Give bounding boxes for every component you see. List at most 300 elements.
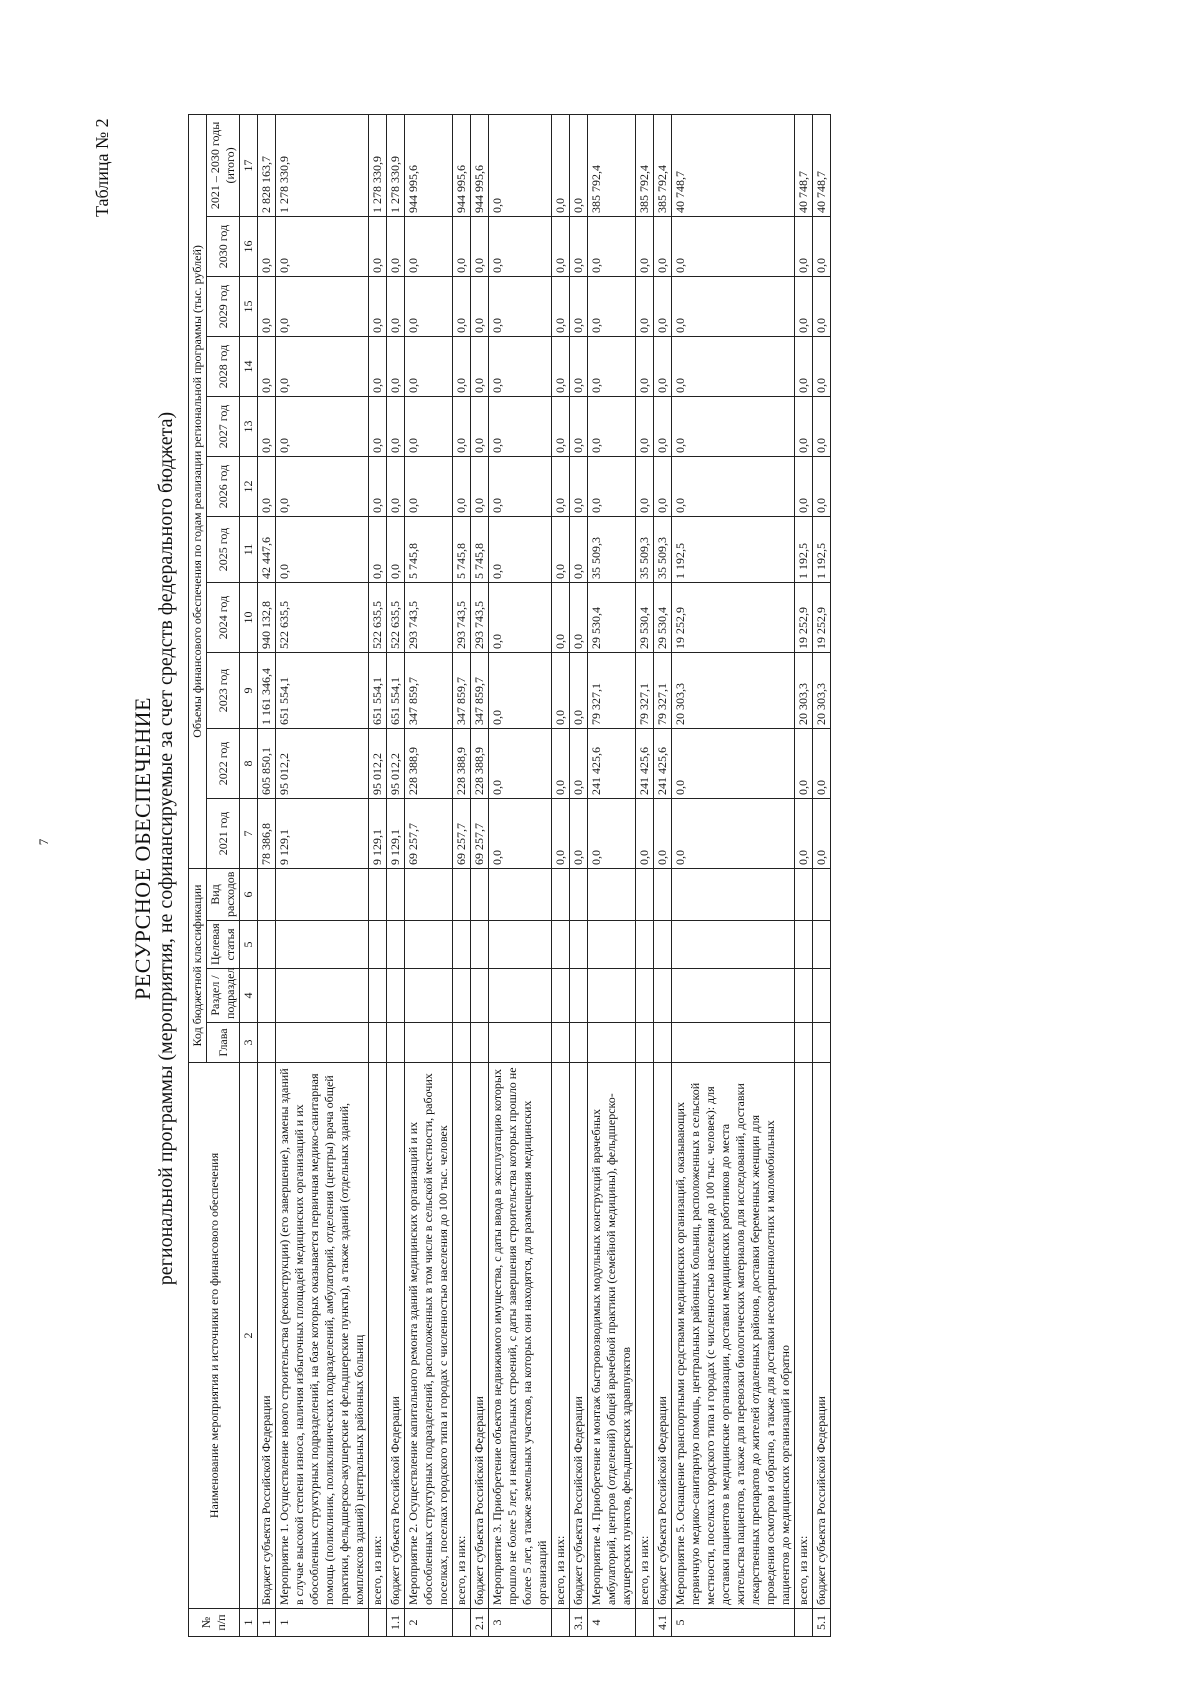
value-cell: 0,0 (471, 457, 489, 517)
value-cell: 0,0 (570, 277, 588, 337)
header-statya: Целевая статья (207, 921, 240, 969)
budget-code-cell (588, 969, 636, 1023)
value-cell: 42 447,6 (258, 517, 276, 583)
table-row (636, 114, 654, 1636)
value-cell: 9 129,1 (369, 799, 387, 869)
row-name: бюджет субъекта Российской Федерации (387, 1063, 405, 1609)
value-cell: 293 743,5 (405, 583, 453, 653)
value-cell: 522 635,5 (387, 583, 405, 653)
budget-code-cell (672, 969, 795, 1023)
budget-code-cell (570, 869, 588, 921)
value-cell: 0,0 (258, 217, 276, 277)
row-number: 1.1 (387, 1609, 405, 1637)
value-cell: 522 635,5 (369, 583, 387, 653)
value-cell: 0,0 (588, 457, 636, 517)
header-year-2025: 2025 год (207, 517, 240, 583)
budget-code-cell (369, 869, 387, 921)
header-year-2030: 2030 год (207, 217, 240, 277)
value-cell: 0,0 (453, 217, 471, 277)
value-cell: 20 303,3 (813, 653, 831, 729)
value-cell: 0,0 (795, 217, 813, 277)
value-cell: 0,0 (654, 217, 672, 277)
value-cell: 69 257,7 (405, 799, 453, 869)
header-razdel: Раздел / подраздел (207, 969, 240, 1023)
header-year-2021: 2021 год (207, 799, 240, 869)
budget-code-cell (405, 921, 453, 969)
budget-code-cell (672, 921, 795, 969)
budget-code-cell (588, 869, 636, 921)
value-cell: 95 012,2 (387, 729, 405, 799)
value-cell: 0,0 (654, 799, 672, 869)
table-row (471, 114, 489, 1636)
row-name: всего, из них: (369, 1063, 387, 1609)
budget-code-cell (813, 969, 831, 1023)
column-number: 12 (240, 457, 258, 517)
value-cell: 0,0 (489, 277, 552, 337)
table-row (489, 114, 552, 1636)
value-cell: 1 192,5 (813, 517, 831, 583)
budget-code-cell (552, 869, 570, 921)
value-cell: 0,0 (405, 277, 453, 337)
value-cell: 19 252,9 (672, 583, 795, 653)
value-cell: 0,0 (636, 217, 654, 277)
value-cell: 0,0 (654, 397, 672, 457)
value-cell: 40 748,7 (795, 114, 813, 216)
value-cell: 0,0 (552, 114, 570, 216)
value-cell: 228 388,9 (471, 729, 489, 799)
budget-code-cell (387, 921, 405, 969)
budget-code-cell (405, 1023, 453, 1063)
table-row (588, 114, 636, 1636)
value-cell: 0,0 (453, 277, 471, 337)
column-number: 1 (240, 1609, 258, 1637)
column-number: 9 (240, 653, 258, 729)
row-name: бюджет субъекта Российской Федерации (570, 1063, 588, 1609)
column-number: 11 (240, 517, 258, 583)
header-year-2028: 2028 год (207, 337, 240, 397)
row-number: 3 (489, 1609, 552, 1637)
column-number: 13 (240, 397, 258, 457)
value-cell: 0,0 (795, 729, 813, 799)
table-row (552, 114, 570, 1636)
value-cell: 95 012,2 (276, 729, 369, 799)
value-cell: 651 554,1 (387, 653, 405, 729)
row-name: бюджет субъекта Российской Федерации (654, 1063, 672, 1609)
value-cell: 95 012,2 (369, 729, 387, 799)
value-cell: 0,0 (489, 217, 552, 277)
row-number (552, 1609, 570, 1637)
table-row (369, 114, 387, 1636)
row-name: Мероприятие 5. Оснащение транспортными средствами медицинских организаций, оказывающих первичную медико-санитарную помощь, центральных районных больниц, расположенных в сельской местности, поселках городского типа и городах (с численностью населения до 100 тыс. человек): для доставки пациентов в медицинские организации, доставки медицинских работников до места жительства пациентов, а также для перевозки биологических материалов для исследований, доставки лекарственных препаратов до жителей отдаленных районов, доставки беременных женщин для проведения осмотров и обратно, а также для доставки несовершеннолетних и маломобильных пациентов до медицинских организаций и обратно (672, 1063, 795, 1609)
row-number (795, 1609, 813, 1637)
header-name: Наименование мероприятия и источники его финансового обеспечения (189, 1063, 240, 1609)
value-cell: 0,0 (369, 397, 387, 457)
value-cell: 0,0 (552, 337, 570, 397)
value-cell: 293 743,5 (453, 583, 471, 653)
budget-code-cell (672, 869, 795, 921)
table-row (570, 114, 588, 1636)
value-cell: 0,0 (552, 217, 570, 277)
value-cell: 0,0 (258, 397, 276, 457)
budget-code-cell (636, 1023, 654, 1063)
value-cell: 0,0 (471, 337, 489, 397)
value-cell: 0,0 (672, 217, 795, 277)
budget-code-cell (369, 969, 387, 1023)
header-year-2022: 2022 год (207, 729, 240, 799)
budget-code-cell (276, 1023, 369, 1063)
column-number: 14 (240, 337, 258, 397)
value-cell: 29 530,4 (636, 583, 654, 653)
value-cell: 241 425,6 (588, 729, 636, 799)
column-number: 4 (240, 969, 258, 1023)
budget-code-cell (369, 921, 387, 969)
value-cell: 0,0 (552, 277, 570, 337)
budget-code-cell (570, 1023, 588, 1063)
row-name: Мероприятие 1. Осуществление нового строительства (реконструкции) (его завершение), замены зданий в случае высокой степени износа, наличия избыточных площадей медицинских организаций и их обособленных структурных подразделений, на базе которых оказывается первичная медико-санитарная помощь (поликлиник, поликлинических подразделений, амбулаторий, отделения (центры) врача общей практики, фельдшерско-акушерские и фельдшерские пункты), а также зданий (отдельных зданий, комплексов зданий) центральных районных больниц (276, 1063, 369, 1609)
budget-code-cell (258, 1023, 276, 1063)
value-cell: 0,0 (489, 653, 552, 729)
value-cell: 35 509,3 (636, 517, 654, 583)
value-cell: 79 327,1 (654, 653, 672, 729)
row-number (369, 1609, 387, 1637)
value-cell: 0,0 (276, 397, 369, 457)
value-cell: 0,0 (453, 457, 471, 517)
budget-code-cell (258, 969, 276, 1023)
value-cell: 69 257,7 (471, 799, 489, 869)
value-cell: 0,0 (276, 457, 369, 517)
value-cell: 0,0 (654, 457, 672, 517)
value-cell: 0,0 (570, 729, 588, 799)
value-cell: 0,0 (258, 277, 276, 337)
header-glava: Глава (207, 1023, 240, 1063)
header-volumes: Объемы финансового обеспечения по годам реализации региональной программы (тыс. рублей) (189, 114, 207, 868)
budget-code-cell (588, 1023, 636, 1063)
value-cell: 0,0 (387, 337, 405, 397)
value-cell: 0,0 (258, 457, 276, 517)
budget-code-cell (795, 921, 813, 969)
budget-code-cell (588, 921, 636, 969)
value-cell: 605 850,1 (258, 729, 276, 799)
value-cell: 385 792,4 (654, 114, 672, 216)
header-year-2027: 2027 год (207, 397, 240, 457)
value-cell: 0,0 (570, 114, 588, 216)
resource-table (188, 114, 831, 1637)
value-cell: 0,0 (636, 337, 654, 397)
budget-code-cell (489, 921, 552, 969)
value-cell: 35 509,3 (588, 517, 636, 583)
column-number: 15 (240, 277, 258, 337)
value-cell: 385 792,4 (636, 114, 654, 216)
budget-code-cell (405, 869, 453, 921)
budget-code-cell (489, 969, 552, 1023)
value-cell: 0,0 (369, 517, 387, 583)
budget-code-cell (636, 921, 654, 969)
row-name: всего, из них: (795, 1063, 813, 1609)
value-cell: 0,0 (588, 799, 636, 869)
row-name: всего, из них: (636, 1063, 654, 1609)
budget-code-cell (453, 969, 471, 1023)
value-cell: 40 748,7 (813, 114, 831, 216)
budget-code-cell (636, 869, 654, 921)
value-cell: 0,0 (387, 217, 405, 277)
value-cell: 0,0 (369, 337, 387, 397)
budget-code-cell (654, 969, 672, 1023)
table-row (453, 114, 471, 1636)
budget-code-cell (654, 869, 672, 921)
value-cell: 0,0 (588, 397, 636, 457)
budget-code-cell (636, 969, 654, 1023)
value-cell: 0,0 (813, 397, 831, 457)
budget-code-cell (813, 921, 831, 969)
value-cell: 0,0 (489, 583, 552, 653)
value-cell: 0,0 (795, 277, 813, 337)
row-name: бюджет субъекта Российской Федерации (813, 1063, 831, 1609)
value-cell: 0,0 (636, 799, 654, 869)
value-cell: 1 192,5 (672, 517, 795, 583)
value-cell: 0,0 (276, 217, 369, 277)
budget-code-cell (813, 1023, 831, 1063)
budget-code-cell (387, 1023, 405, 1063)
value-cell: 228 388,9 (405, 729, 453, 799)
table-row (258, 114, 276, 1636)
value-cell: 0,0 (570, 653, 588, 729)
value-cell: 940 132,8 (258, 583, 276, 653)
row-number (636, 1609, 654, 1637)
value-cell: 0,0 (369, 217, 387, 277)
header-year-2029: 2029 год (207, 277, 240, 337)
budget-code-cell (795, 869, 813, 921)
value-cell: 5 745,8 (471, 517, 489, 583)
row-number: 4.1 (654, 1609, 672, 1637)
budget-code-cell (489, 1023, 552, 1063)
value-cell: 944 995,6 (471, 114, 489, 216)
value-cell: 0,0 (636, 457, 654, 517)
budget-code-cell (276, 869, 369, 921)
value-cell: 0,0 (552, 517, 570, 583)
value-cell: 0,0 (471, 217, 489, 277)
value-cell: 0,0 (387, 277, 405, 337)
header-vid: Вид расходов (207, 869, 240, 921)
value-cell: 0,0 (552, 653, 570, 729)
value-cell: 35 509,3 (654, 517, 672, 583)
value-cell: 0,0 (570, 337, 588, 397)
budget-code-cell (552, 969, 570, 1023)
budget-code-cell (405, 969, 453, 1023)
table-row (654, 114, 672, 1636)
value-cell: 0,0 (276, 277, 369, 337)
value-cell: 293 743,5 (471, 583, 489, 653)
value-cell: 9 129,1 (276, 799, 369, 869)
value-cell: 5 745,8 (405, 517, 453, 583)
budget-code-cell (672, 1023, 795, 1063)
row-name: Мероприятие 4. Приобретение и монтаж быстровозводимых модульных конструкций врачебных амбулаторий, центров (отделений) общей врачебной практики (семейной медицины), фельдшерско-акушерских пунктов, фельдшерских здравпунктов (588, 1063, 636, 1609)
value-cell: 0,0 (369, 277, 387, 337)
budget-code-cell (369, 1023, 387, 1063)
value-cell: 0,0 (570, 457, 588, 517)
budget-code-cell (453, 1023, 471, 1063)
row-number: 1 (258, 1609, 276, 1637)
table-label: Таблица № 2 (92, 118, 112, 217)
value-cell: 0,0 (636, 277, 654, 337)
budget-code-cell (552, 921, 570, 969)
value-cell: 0,0 (795, 799, 813, 869)
column-number: 8 (240, 729, 258, 799)
value-cell: 0,0 (489, 799, 552, 869)
value-cell: 0,0 (672, 799, 795, 869)
value-cell: 0,0 (276, 337, 369, 397)
value-cell: 0,0 (405, 337, 453, 397)
value-cell: 0,0 (795, 337, 813, 397)
table-row (387, 114, 405, 1636)
value-cell: 0,0 (405, 217, 453, 277)
column-number: 5 (240, 921, 258, 969)
value-cell: 347 859,7 (471, 653, 489, 729)
value-cell: 40 748,7 (672, 114, 795, 216)
value-cell: 241 425,6 (636, 729, 654, 799)
header-year-2026: 2026 год (207, 457, 240, 517)
budget-code-cell (570, 921, 588, 969)
header-total: 2021 – 2030 годы (итого) (207, 114, 240, 216)
value-cell: 0,0 (369, 457, 387, 517)
value-cell: 0,0 (276, 517, 369, 583)
budget-code-cell (795, 1023, 813, 1063)
value-cell: 0,0 (672, 457, 795, 517)
row-name: всего, из них: (552, 1063, 570, 1609)
value-cell: 0,0 (672, 397, 795, 457)
value-cell: 0,0 (672, 729, 795, 799)
budget-code-cell (258, 921, 276, 969)
budget-code-cell (471, 969, 489, 1023)
budget-code-cell (387, 969, 405, 1023)
value-cell: 347 859,7 (453, 653, 471, 729)
value-cell: 19 252,9 (813, 583, 831, 653)
column-number: 16 (240, 217, 258, 277)
document-title: РЕСУРСНОЕ ОБЕСПЕЧЕНИЕ (130, 697, 155, 1000)
value-cell: 944 995,6 (453, 114, 471, 216)
value-cell: 0,0 (813, 217, 831, 277)
value-cell: 0,0 (570, 397, 588, 457)
value-cell: 29 530,4 (588, 583, 636, 653)
table-body (258, 114, 831, 1636)
table-row (276, 114, 369, 1636)
row-number: 2.1 (471, 1609, 489, 1637)
table-row (405, 114, 453, 1636)
value-cell: 651 554,1 (369, 653, 387, 729)
value-cell: 0,0 (489, 517, 552, 583)
page-number: 7 (36, 838, 51, 846)
column-number: 3 (240, 1023, 258, 1063)
header-budget-code: Код бюджетной классификации (189, 869, 207, 1063)
value-cell: 0,0 (387, 397, 405, 457)
column-number: 2 (240, 1063, 258, 1609)
value-cell: 0,0 (570, 799, 588, 869)
row-number: 2 (405, 1609, 453, 1637)
value-cell: 79 327,1 (636, 653, 654, 729)
header-year-2024: 2024 год (207, 583, 240, 653)
budget-code-cell (453, 921, 471, 969)
value-cell: 0,0 (489, 337, 552, 397)
header-num: № п/п (189, 1609, 240, 1637)
value-cell: 0,0 (552, 729, 570, 799)
column-number: 17 (240, 114, 258, 216)
value-cell: 69 257,7 (453, 799, 471, 869)
budget-code-cell (489, 869, 552, 921)
value-cell: 0,0 (570, 217, 588, 277)
value-cell: 79 327,1 (588, 653, 636, 729)
budget-code-cell (795, 969, 813, 1023)
row-number: 3.1 (570, 1609, 588, 1637)
budget-code-cell (813, 869, 831, 921)
value-cell: 1 192,5 (795, 517, 813, 583)
value-cell: 0,0 (813, 457, 831, 517)
value-cell: 228 388,9 (453, 729, 471, 799)
budget-code-cell (276, 921, 369, 969)
value-cell: 0,0 (813, 337, 831, 397)
value-cell: 0,0 (552, 397, 570, 457)
value-cell: 651 554,1 (276, 653, 369, 729)
value-cell: 0,0 (570, 583, 588, 653)
value-cell: 0,0 (672, 337, 795, 397)
column-number: 7 (240, 799, 258, 869)
row-number: 1 (276, 1609, 369, 1637)
value-cell: 0,0 (471, 397, 489, 457)
budget-code-cell (387, 869, 405, 921)
value-cell: 0,0 (588, 277, 636, 337)
row-name: Мероприятие 3. Приобретение объектов недвижимого имущества, с даты ввода в эксплуатацию которых прошло не более 5 лет, и некапитальных строений, с даты завершения строительства которых прошло не более 5 лет, а также земельных участков, на которых они находятся, для размещения медицинских организаций (489, 1063, 552, 1609)
value-cell: 0,0 (636, 397, 654, 457)
value-cell: 0,0 (552, 457, 570, 517)
value-cell: 347 859,7 (405, 653, 453, 729)
value-cell: 1 278 330,9 (369, 114, 387, 216)
value-cell: 385 792,4 (588, 114, 636, 216)
value-cell: 0,0 (489, 397, 552, 457)
value-cell: 20 303,3 (795, 653, 813, 729)
value-cell: 0,0 (654, 337, 672, 397)
value-cell: 0,0 (552, 583, 570, 653)
value-cell: 1 278 330,9 (387, 114, 405, 216)
value-cell: 0,0 (405, 457, 453, 517)
value-cell: 1 278 330,9 (276, 114, 369, 216)
budget-code-cell (552, 1023, 570, 1063)
value-cell: 19 252,9 (795, 583, 813, 653)
value-cell: 0,0 (471, 277, 489, 337)
row-name: бюджет субъекта Российской Федерации (471, 1063, 489, 1609)
budget-code-cell (471, 869, 489, 921)
value-cell: 78 386,8 (258, 799, 276, 869)
column-number-row (240, 114, 258, 1636)
row-name: всего, из них: (453, 1063, 471, 1609)
row-number: 5 (672, 1609, 795, 1637)
value-cell: 0,0 (588, 337, 636, 397)
column-number: 6 (240, 869, 258, 921)
budget-code-cell (258, 869, 276, 921)
value-cell: 522 635,5 (276, 583, 369, 653)
value-cell: 9 129,1 (387, 799, 405, 869)
value-cell: 0,0 (552, 799, 570, 869)
value-cell: 2 828 163,7 (258, 114, 276, 216)
table-row (795, 114, 813, 1636)
value-cell: 0,0 (672, 277, 795, 337)
value-cell: 0,0 (453, 397, 471, 457)
budget-code-cell (453, 869, 471, 921)
value-cell: 0,0 (489, 457, 552, 517)
row-number: 5.1 (813, 1609, 831, 1637)
value-cell: 0,0 (654, 277, 672, 337)
value-cell: 5 745,8 (453, 517, 471, 583)
row-name: Мероприятие 2. Осуществление капитального ремонта зданий медицинских организаций и их обособленных структурных подразделений, расположенных в том числе в сельской местности, рабочих поселках, поселках городского типа и городах с численностью населения до 100 тыс. человек (405, 1063, 453, 1609)
value-cell: 0,0 (489, 114, 552, 216)
value-cell: 241 425,6 (654, 729, 672, 799)
